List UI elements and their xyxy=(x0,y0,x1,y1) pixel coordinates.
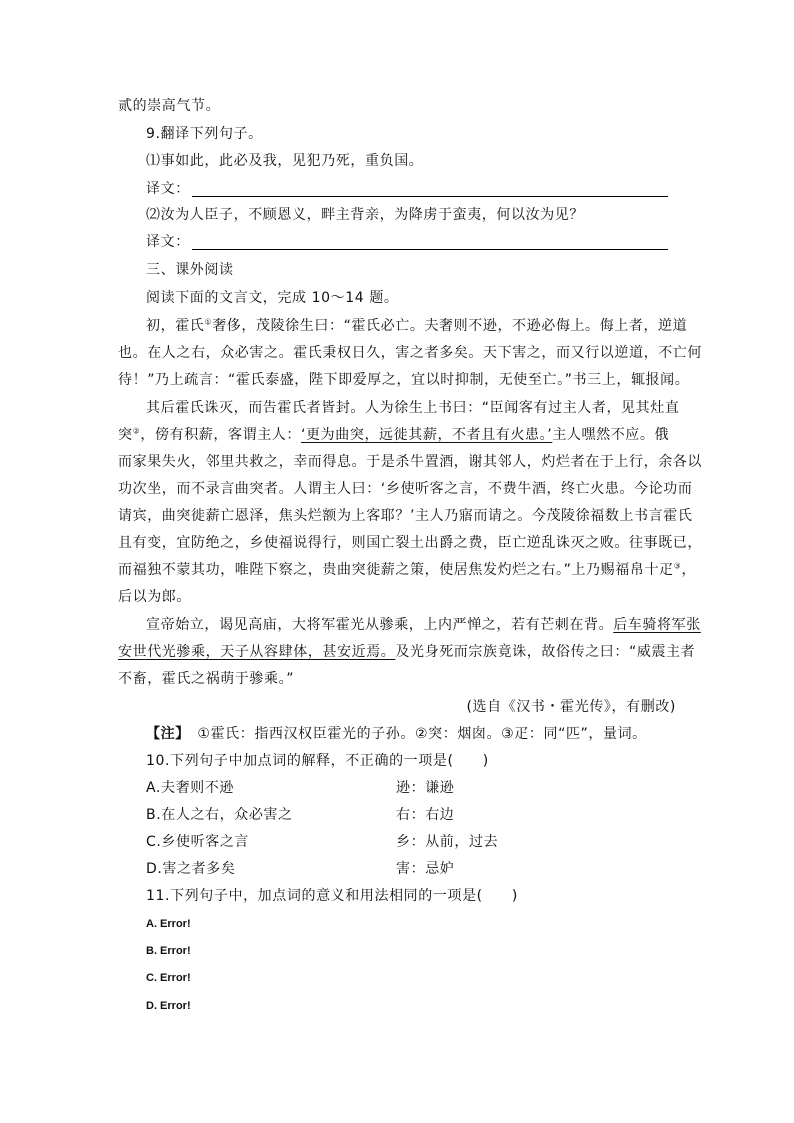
translation-label: 译文： xyxy=(146,234,190,250)
footnote-marker: ③ xyxy=(673,561,682,571)
option-row[interactable] xyxy=(146,859,455,879)
passage-text: 奢侈，茂陵徐生曰：“霍氏必亡。夫奢则不逊，不逊必侮上。侮上者，逆道 xyxy=(212,318,688,334)
answer-blank[interactable] xyxy=(192,196,668,197)
answer-line-1 xyxy=(146,179,668,199)
option-text: C.乡使听客之言 xyxy=(146,834,250,850)
text-line: 贰的崇高气节。 xyxy=(118,98,221,114)
underlined-sentence: 后车骑将军张 xyxy=(613,617,701,633)
question-11-stem: 11.下列句子中，加点词的意义和用法相同的一项是( ) xyxy=(146,888,518,904)
passage-text: 而福独不蒙其功，唯陛下察之，贵曲突徙薪之策，使居焦发灼烂之右。”上乃赐福帛十疋 xyxy=(118,562,674,578)
answer-blank[interactable] xyxy=(192,249,668,250)
option-row[interactable]: C. Error! xyxy=(146,972,191,984)
answer-line-2 xyxy=(146,232,668,252)
translation-label: 译文： xyxy=(146,181,190,197)
passage-line: 且有变，宜防绝之，乡使福说得行，则国亡裂土出爵之费，臣亡逆乱诛灭之败。往事既已， xyxy=(118,535,702,551)
option-gloss: 乡：从前，过去 xyxy=(396,834,499,850)
passage-line xyxy=(118,560,696,580)
passage-line: 其后霍氏诛灭，而告霍氏者皆封。人为徐生上书曰：“臣闻客有过主人者，见其灶直 xyxy=(146,400,680,416)
option-row[interactable]: B. Error! xyxy=(146,945,191,957)
underlined-sentence: 安世代光骖乘，天子从容肆体，甚安近焉。 xyxy=(118,644,396,660)
passage-line: 而家果失火，邻里共救之，幸而得息。于是杀牛置酒，谢其邻人，灼烂者在于上行，余各以 xyxy=(118,454,702,470)
footnote-marker: ① xyxy=(204,317,213,327)
footnotes xyxy=(146,724,647,744)
passage-text: 主人嘿然不应。俄 xyxy=(552,427,670,443)
option-row[interactable] xyxy=(146,832,499,852)
note-label: 【注】 xyxy=(146,726,183,742)
passage-line: 不畜，霍氏之祸萌于骖乘。” xyxy=(118,671,295,687)
option-row[interactable]: A. Error! xyxy=(146,918,191,930)
passage-line xyxy=(118,425,669,445)
section-heading: 三、课外阅读 xyxy=(146,262,234,278)
passage-line: 后以为郎。 xyxy=(118,589,191,605)
option-text: D.害之者多矣 xyxy=(146,861,236,877)
passage-text: 突 xyxy=(118,427,133,443)
note-text: ①霍氏：指西汉权臣霍光的子孙。②突：烟囱。③疋：同“匹”，量词。 xyxy=(197,726,647,742)
question-9-item-1: ⑴事如此，此必及我，见犯乃死，重负国。 xyxy=(146,153,424,169)
question-10-stem: 10.下列句子中加点词的解释，不正确的一项是( ) xyxy=(146,753,489,769)
reading-instructions: 阅读下面的文言文，完成 10～14 题。 xyxy=(146,290,399,306)
passage-line: 也。在人之右，众必害之。霍氏秉权日久，害之者多矣。天下害之，而又行以逆道，不亡何 xyxy=(118,345,702,361)
passage-line xyxy=(146,316,687,336)
passage-text: 宣帝始立，谒见高庙，大将军霍光从骖乘，上内严惮之，若有芒刺在背。 xyxy=(146,617,614,633)
passage-text: ， xyxy=(681,562,697,578)
passage-line xyxy=(118,642,695,662)
option-text: A.夫奢则不逊 xyxy=(146,780,234,796)
passage-line: 请宾，曲突徙薪亡恩泽，焦头烂额为上客耶？’主人乃寤而请之。今茂陵徐福数上书言霍氏 xyxy=(118,508,693,524)
footnote-marker: ② xyxy=(132,426,141,436)
passage-line xyxy=(146,615,701,635)
passage-text: 及光身死而宗族竟诛，故俗传之曰：“威震主者 xyxy=(395,644,696,660)
passage-line: 待！”乃上疏言：“霍氏泰盛，陛下即爱厚之，宜以时抑制，无使至亡。”书三上，辄报闻。 xyxy=(118,372,690,388)
question-9-title: 9.翻译下列句子。 xyxy=(146,126,263,142)
option-row[interactable] xyxy=(146,805,455,825)
passage-text: 初，霍氏 xyxy=(146,318,205,334)
passage-line: 功次坐，而不录言曲突者。人谓主人曰：‘乡使听客之言，不费牛酒，终亡火患。今论功而 xyxy=(118,481,693,497)
option-text: B.在人之右，众必害之 xyxy=(146,807,293,823)
option-row[interactable]: D. Error! xyxy=(146,1000,191,1012)
option-gloss: 逊：谦逊 xyxy=(396,780,455,796)
passage-text: ，傍有积薪，客谓主人： xyxy=(140,427,301,443)
underlined-sentence: ‘更为曲突，远徙其薪，不者且有火患。’ xyxy=(301,427,553,443)
source-citation: (选自《汉书・霍光传》，有删改) xyxy=(466,699,676,715)
option-gloss: 右：右边 xyxy=(396,807,455,823)
question-9-item-2: ⑵汝为人臣子，不顾恩义，畔主背亲，为降虏于蛮夷，何以汝为见？ xyxy=(146,207,584,223)
option-row[interactable] xyxy=(146,778,455,798)
option-gloss: 害：忌妒 xyxy=(396,861,455,877)
